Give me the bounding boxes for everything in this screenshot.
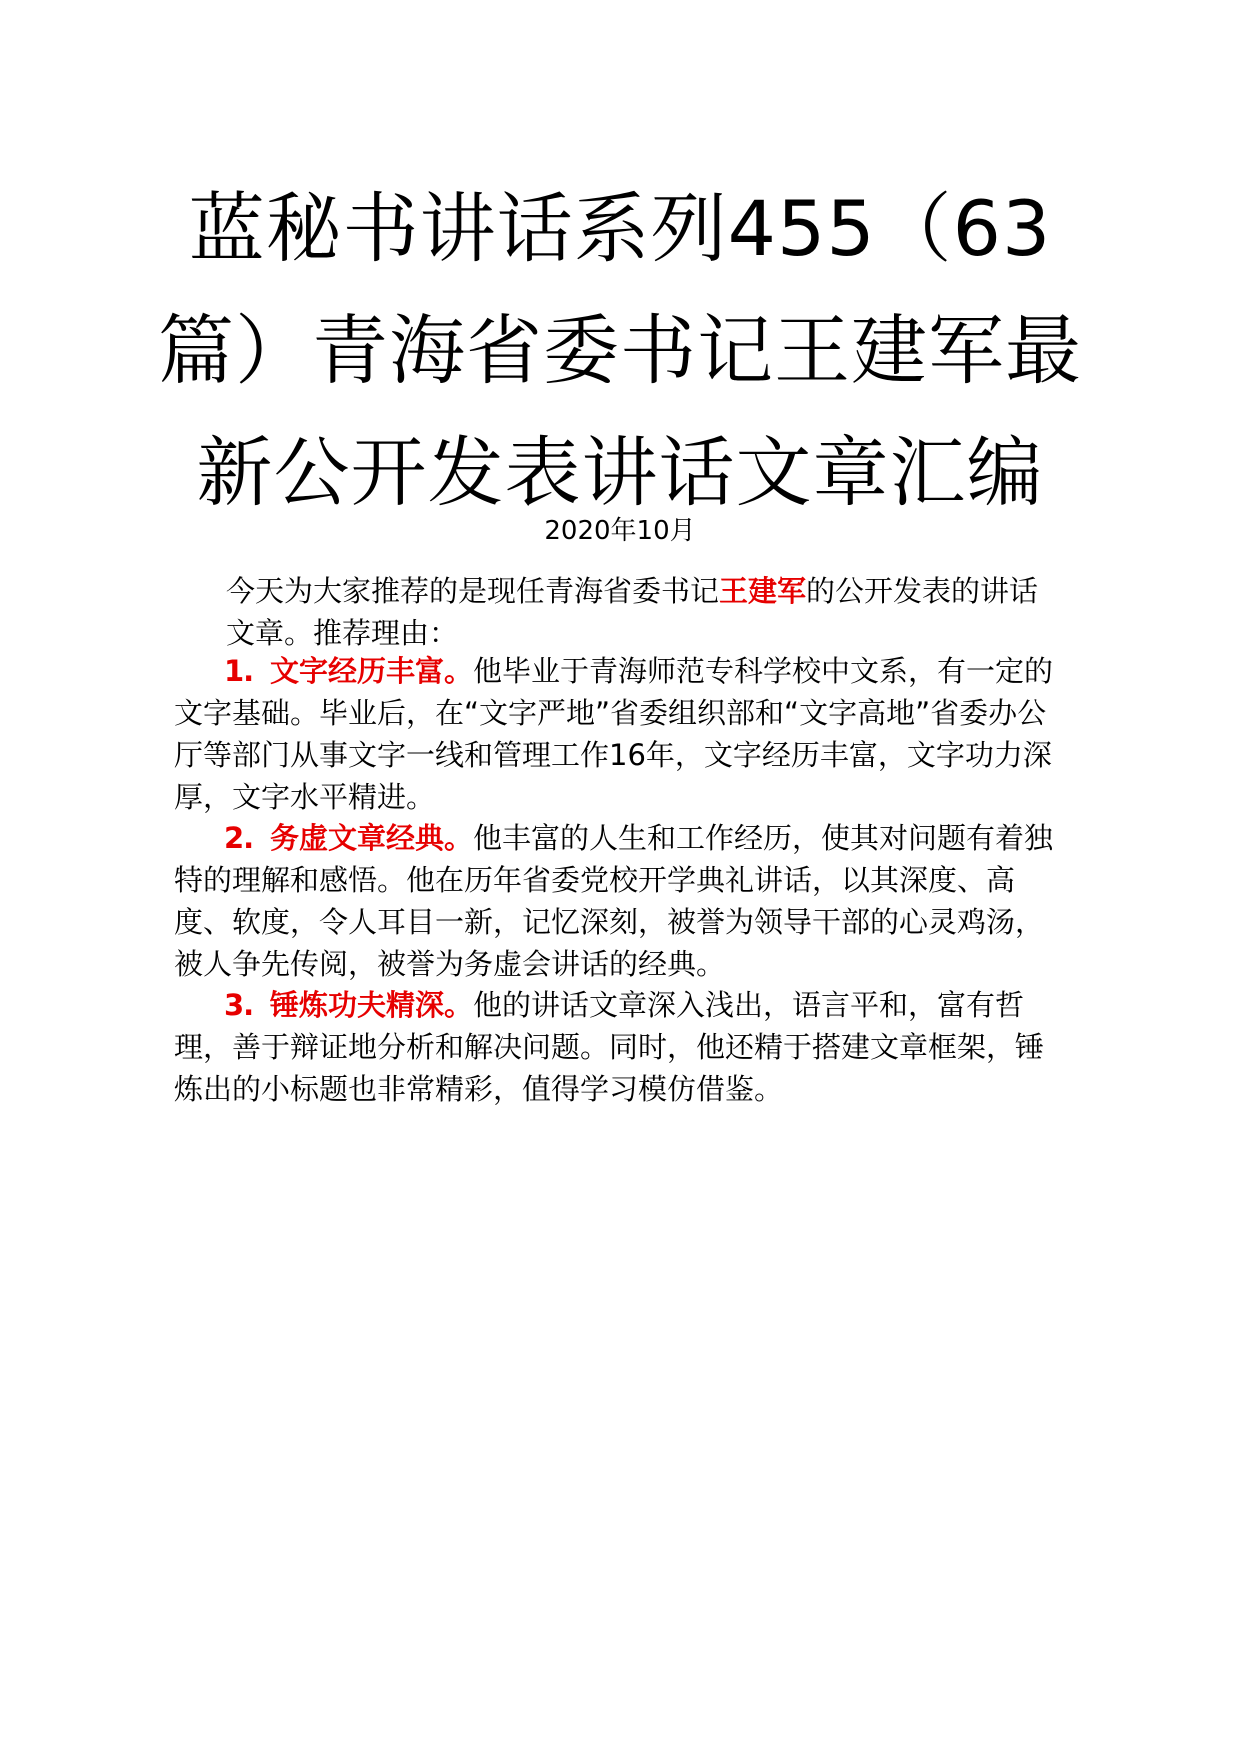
item-heading: 务虚文章经典。 bbox=[270, 821, 474, 855]
reason-item-3 bbox=[174, 984, 1070, 1110]
item-heading: 文字经历丰富。 bbox=[270, 654, 474, 688]
item-text: 他毕业于青海师范专科学校中文系，有一定的文字基础。毕业后，在“文字严地”省委组织部和“文字高地”省委办公厅等部门从事文字一线和管理工作16年，文字经历丰富，文字功力深厚，文字水平精进。 bbox=[174, 654, 1054, 814]
highlighted-name: 王建军 bbox=[719, 574, 807, 608]
reason-item-2 bbox=[174, 817, 1070, 985]
intro-text-after: 的公开发表的讲话文章。推荐理由： bbox=[226, 574, 1039, 650]
item-number: 3. bbox=[224, 988, 254, 1022]
item-number: 2. bbox=[224, 821, 254, 855]
item-number: 1. bbox=[224, 654, 254, 688]
intro-paragraph bbox=[226, 570, 1056, 654]
reason-item-1 bbox=[174, 650, 1070, 818]
item-text: 他的讲话文章深入浅出，语言平和，富有哲理，善于辩证地分析和解决问题。同时，他还精于搭建文章框架，锤炼出的小标题也非常精彩，值得学习模仿借鉴。 bbox=[174, 988, 1045, 1106]
item-heading: 锤炼功夫精深。 bbox=[270, 988, 474, 1022]
document-date: 2020年10月 bbox=[544, 516, 696, 546]
intro-text-before: 今天为大家推荐的是现任青海省委书记 bbox=[226, 574, 720, 608]
item-text: 他丰富的人生和工作经历，使其对问题有着独特的理解和感悟。他在历年省委党校开学典礼讲话，以其深度、高度、软度，令人耳目一新，记忆深刻，被誉为领导干部的心灵鸡汤，被人争先传阅，被誉为务虚会讲话的经典。 bbox=[174, 821, 1054, 981]
document-title: 蓝秘书讲话系列455（63篇）青海省委书记王建军最新公开发表讲话文章汇编 bbox=[158, 184, 1082, 517]
